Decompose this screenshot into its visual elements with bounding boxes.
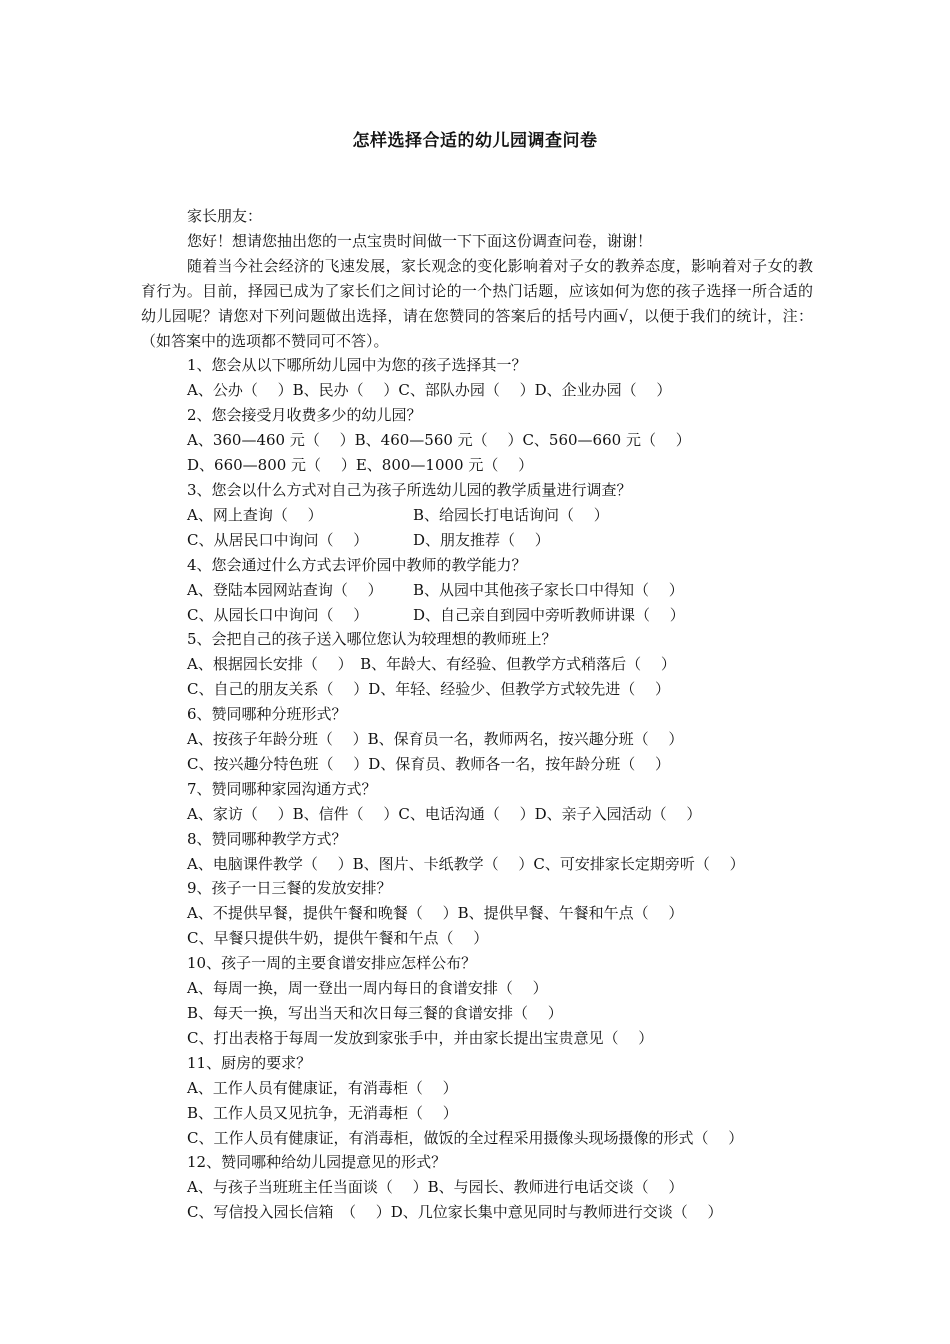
answer-option[interactable]: C、打出表格于每周一发放到家张手中，并由家长提出宝贵意见（ ） bbox=[187, 1028, 654, 1047]
question-text: 11、厨房的要求？ bbox=[187, 1053, 312, 1072]
question-text: 4、您会通过什么方式去评价园中教师的教学能力？ bbox=[187, 555, 527, 574]
answer-options-line bbox=[141, 1126, 813, 1151]
question-text: 3、您会以什么方式对自己为孩子所选幼儿园的教学质量进行调查？ bbox=[187, 480, 632, 499]
answer-options-line bbox=[141, 976, 813, 1001]
answer-option[interactable]: D、660—800 元（ ）E、800—1000 元（ ） bbox=[187, 456, 534, 475]
answer-option[interactable]: C、从居民口中询问（ ） bbox=[187, 530, 369, 549]
answer-options-line bbox=[141, 677, 813, 702]
answer-option[interactable]: C、按兴趣分特色班（ ）D、保育员、教师各一名，按年龄分班（ ） bbox=[187, 754, 671, 773]
question-text: 8、赞同哪种教学方式？ bbox=[187, 829, 347, 848]
answer-option[interactable]: B、从园中其他孩子家长口中得知（ ） bbox=[413, 580, 684, 599]
answer-options-line bbox=[141, 1101, 813, 1126]
intro-paragraph: 随着当今社会经济的飞速发展，家长观念的变化影响着对子女的教养态度，影响着对子女的教育行为。目前，择园已成为了家长们之间讨论的一个热门话题，应该如何为您的孩子选择一所合适的幼儿园呢？请您对下列问题做出选择，请在您赞同的答案后的括号内画√，以便于我们的统计，注：（如答案中的选项都不赞同可不答）。 bbox=[141, 256, 813, 350]
question-text: 7、赞同哪种家园沟通方式？ bbox=[187, 779, 377, 798]
question-text: 1、您会从以下哪所幼儿园中为您的孩子选择其一？ bbox=[187, 356, 527, 375]
answer-options-line bbox=[141, 752, 813, 777]
answer-option[interactable]: B、工作人员又见抗争，无消毒柜（ ） bbox=[187, 1103, 458, 1122]
answer-option[interactable]: D、自己亲自到园中旁听教师讲课（ ） bbox=[413, 605, 685, 624]
answer-option[interactable]: A、按孩子年龄分班（ ）B、保育员一名，教师两名，按兴趣分班（ ） bbox=[187, 730, 684, 749]
answer-option[interactable]: C、写信投入园长信箱 （ ）D、几位家长集中意见同时与教师进行交谈（ ） bbox=[187, 1203, 723, 1222]
answer-options-line bbox=[141, 378, 813, 403]
answer-option[interactable]: A、网上查询（ ） bbox=[187, 505, 323, 524]
answer-option[interactable]: A、不提供早餐，提供午餐和晚餐（ ）B、提供早餐、午餐和午点（ ） bbox=[187, 904, 684, 923]
answer-options-line bbox=[141, 1001, 813, 1026]
answer-options-line bbox=[141, 652, 813, 677]
question-text: 12、赞同哪种给幼儿园提意见的形式？ bbox=[187, 1153, 447, 1172]
answer-options-line bbox=[141, 926, 813, 951]
document-title: 怎样选择合适的幼儿园调查问卷 bbox=[352, 131, 598, 151]
answer-options-line bbox=[141, 727, 813, 752]
answer-option[interactable]: A、电脑课件教学（ ）B、图片、卡纸教学（ ）C、可安排家长定期旁听（ ） bbox=[187, 854, 745, 873]
answer-option[interactable]: A、每周一换，周一登出一周内每日的食谱安排（ ） bbox=[187, 979, 548, 998]
answer-option[interactable]: A、工作人员有健康证，有消毒柜（ ） bbox=[187, 1078, 458, 1097]
answer-options-line bbox=[141, 852, 813, 877]
greeting: 家长朋友： bbox=[187, 207, 263, 225]
answer-option[interactable]: C、工作人员有健康证，有消毒柜，做饭的全过程采用摄像头现场摄像的形式（ ） bbox=[187, 1128, 744, 1147]
answer-options-line bbox=[141, 428, 813, 453]
answer-options-line bbox=[141, 528, 813, 553]
answer-option[interactable]: A、公办（ ）B、民办（ ）C、部队办园（ ）D、企业办园（ ） bbox=[187, 381, 672, 400]
answer-options-line bbox=[141, 901, 813, 926]
answer-option[interactable]: B、给园长打电话询问（ ） bbox=[413, 505, 609, 524]
answer-options-line bbox=[141, 1200, 813, 1225]
question-list bbox=[141, 353, 813, 1225]
question-text: 9、孩子一日三餐的发放安排？ bbox=[187, 879, 392, 898]
question-text: 6、赞同哪种分班形式？ bbox=[187, 705, 347, 724]
answer-options-line bbox=[141, 578, 813, 603]
question-text: 10、孩子一周的主要食谱安排应怎样公布？ bbox=[187, 954, 477, 973]
answer-option[interactable]: A、根据园长安排（ ） B、年龄大、有经验、但教学方式稍落后（ ） bbox=[187, 655, 676, 674]
answer-option[interactable]: A、与孩子当班班主任当面谈（ ）B、与园长、教师进行电话交谈（ ） bbox=[187, 1178, 684, 1197]
answer-options-line bbox=[141, 603, 813, 628]
answer-options-line bbox=[141, 1076, 813, 1101]
answer-options-line bbox=[141, 1175, 813, 1200]
answer-option[interactable]: C、自己的朋友关系（ ）D、年轻、经验少、但教学方式较先进（ ） bbox=[187, 680, 671, 699]
document-body bbox=[141, 204, 813, 1225]
answer-option[interactable]: D、朋友推荐（ ） bbox=[413, 530, 550, 549]
answer-options-line bbox=[141, 802, 813, 827]
answer-option[interactable]: A、登陆本园网站查询（ ） bbox=[187, 580, 383, 599]
answer-option[interactable]: C、早餐只提供牛奶，提供午餐和午点（ ） bbox=[187, 929, 489, 948]
answer-options-line bbox=[141, 503, 813, 528]
answer-options-line bbox=[141, 453, 813, 478]
answer-option[interactable]: B、每天一换，写出当天和次日每三餐的食谱安排（ ） bbox=[187, 1004, 563, 1022]
question-text: 5、会把自己的孩子送入哪位您认为较理想的教师班上？ bbox=[187, 630, 557, 649]
answer-options-line bbox=[141, 1026, 813, 1051]
answer-option[interactable]: C、从园长口中询问（ ） bbox=[187, 605, 369, 624]
answer-option[interactable]: A、家访（ ）B、信件（ ）C、电话沟通（ ）D、亲子入园活动（ ） bbox=[187, 804, 702, 823]
question-text: 2、您会接受月收费多少的幼儿园？ bbox=[187, 406, 422, 425]
opening-line: 您好！想请您抽出您的一点宝贵时间做一下下面这份调查问卷，谢谢！ bbox=[187, 231, 653, 250]
answer-option[interactable]: A、360—460 元（ ）B、460—560 元（ ）C、560—660 元（ ） bbox=[187, 431, 691, 450]
